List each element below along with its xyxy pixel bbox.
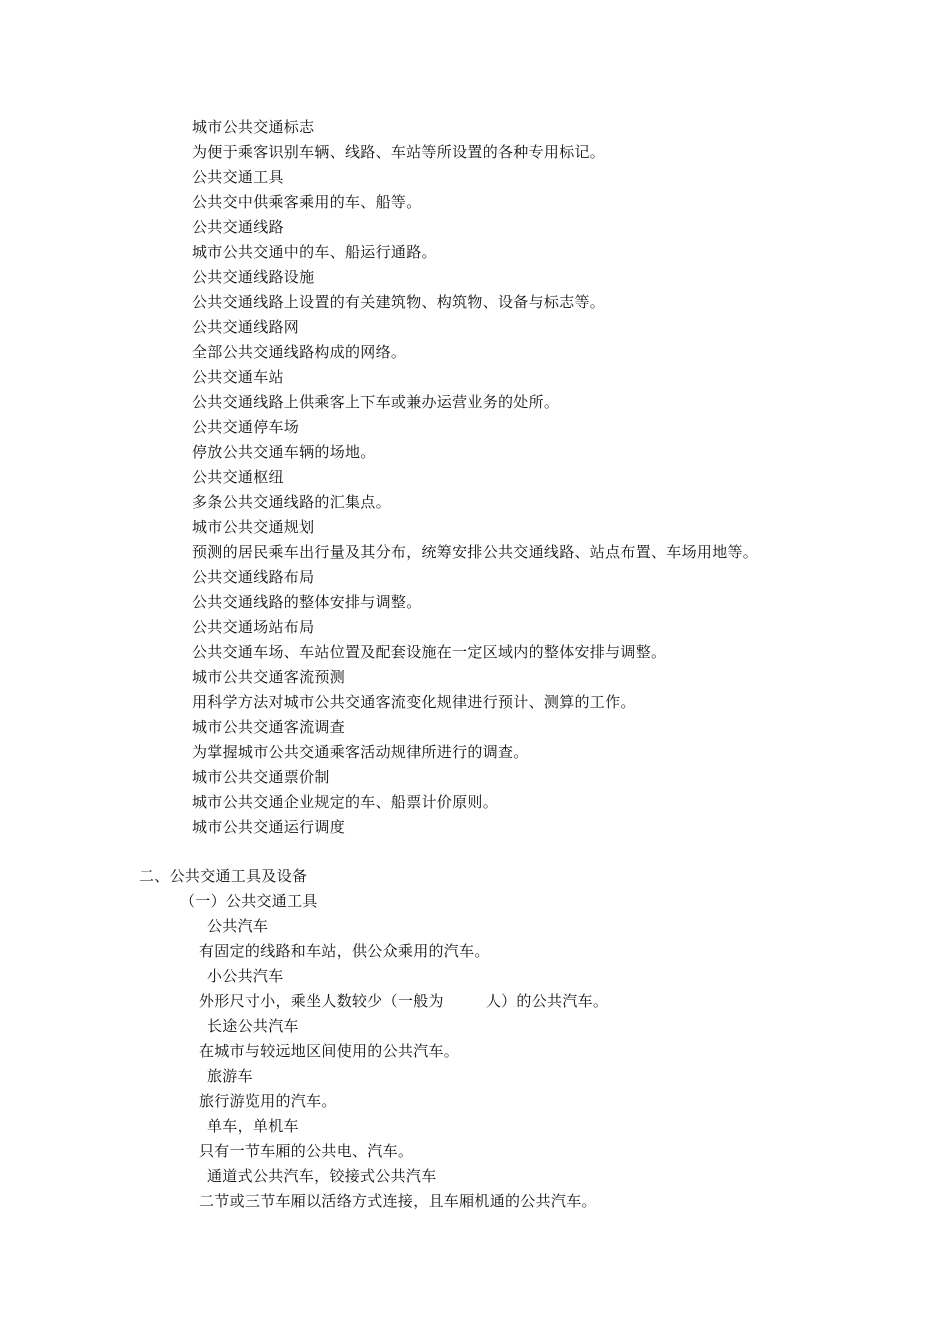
vehicle-term: 小公共汽车 <box>207 967 284 985</box>
term-title: 城市公共交通客流预测 <box>192 668 346 686</box>
term-definition: 用科学方法对城市公共交通客流变化规律进行预计、测算的工作。 <box>192 693 636 711</box>
vehicle-term: 长途公共汽车 <box>207 1017 299 1035</box>
vehicle-definition: 旅行游览用的汽车。 <box>199 1092 337 1110</box>
term-title: 公共交通线路布局 <box>192 568 315 586</box>
term-definition: 全部公共交通线路构成的网络。 <box>192 343 407 361</box>
term-title: 公共交通停车场 <box>192 418 300 436</box>
term-title: 城市公共交通运行调度 <box>192 818 346 836</box>
term-title: 公共交通线路设施 <box>192 268 315 286</box>
term-title: 公共交通线路网 <box>192 318 300 336</box>
vehicle-definition: 二节或三节车厢以活络方式连接，且车厢机通的公共汽车。 <box>199 1192 597 1210</box>
term-title: 公共交通枢纽 <box>192 468 284 486</box>
term-title: 城市公共交通票价制 <box>192 768 330 786</box>
vehicle-definition: 在城市与较远地区间使用的公共汽车。 <box>199 1042 460 1060</box>
term-title: 公共交通线路 <box>192 218 284 236</box>
vehicle-definition <box>199 991 608 1011</box>
term-definition: 为便于乘客识别车辆、线路、车站等所设置的各种专用标记。 <box>192 143 606 161</box>
term-definition: 多条公共交通线路的汇集点。 <box>192 493 391 511</box>
term-definition: 城市公共交通中的车、船运行通路。 <box>192 243 437 261</box>
term-title: 公共交通工具 <box>192 168 284 186</box>
term-definition: 公共交通线路上供乘客上下车或兼办运营业务的处所。 <box>192 393 560 411</box>
term-definition: 为掌握城市公共交通乘客活动规律所进行的调查。 <box>192 743 529 761</box>
term-definition: 公共交通线路上设置的有关建筑物、构筑物、设备与标志等。 <box>192 293 606 311</box>
vehicle-definition: 只有一节车厢的公共电、汽车。 <box>199 1142 414 1160</box>
term-title: 公共交通车站 <box>192 368 284 386</box>
vehicle-term: 单车，单机车 <box>207 1117 299 1135</box>
vehicle-term: 公共汽车 <box>207 917 269 935</box>
definition-part-b: 人）的公共汽车。 <box>485 992 609 1010</box>
term-title: 城市公共交通规划 <box>192 518 315 536</box>
term-definition: 公共交通线路的整体安排与调整。 <box>192 593 422 611</box>
term-title: 城市公共交通标志 <box>192 118 315 136</box>
subsection-heading: （一）公共交通工具 <box>180 892 318 910</box>
vehicle-definition: 有固定的线路和车站，供公众乘用的汽车。 <box>199 942 490 960</box>
definition-part-a: 外形尺寸小，乘坐人数较少（一般为 <box>199 992 444 1010</box>
term-definition: 预测的居民乘车出行量及其分布，统筹安排公共交通线路、站点布置、车场用地等。 <box>192 543 759 561</box>
section-heading: 二、公共交通工具及设备 <box>139 867 308 885</box>
term-definition: 停放公共交通车辆的场地。 <box>192 443 376 461</box>
term-definition: 公共交通车场、车站位置及配套设施在一定区域内的整体安排与调整。 <box>192 643 667 661</box>
vehicle-term: 通道式公共汽车，铰接式公共汽车 <box>207 1167 437 1185</box>
term-definition: 公共交中供乘客乘用的车、船等。 <box>192 193 422 211</box>
term-title: 公共交通场站布局 <box>192 618 315 636</box>
term-definition: 城市公共交通企业规定的车、船票计价原则。 <box>192 793 499 811</box>
term-title: 城市公共交通客流调查 <box>192 718 346 736</box>
vehicle-term: 旅游车 <box>207 1067 253 1085</box>
